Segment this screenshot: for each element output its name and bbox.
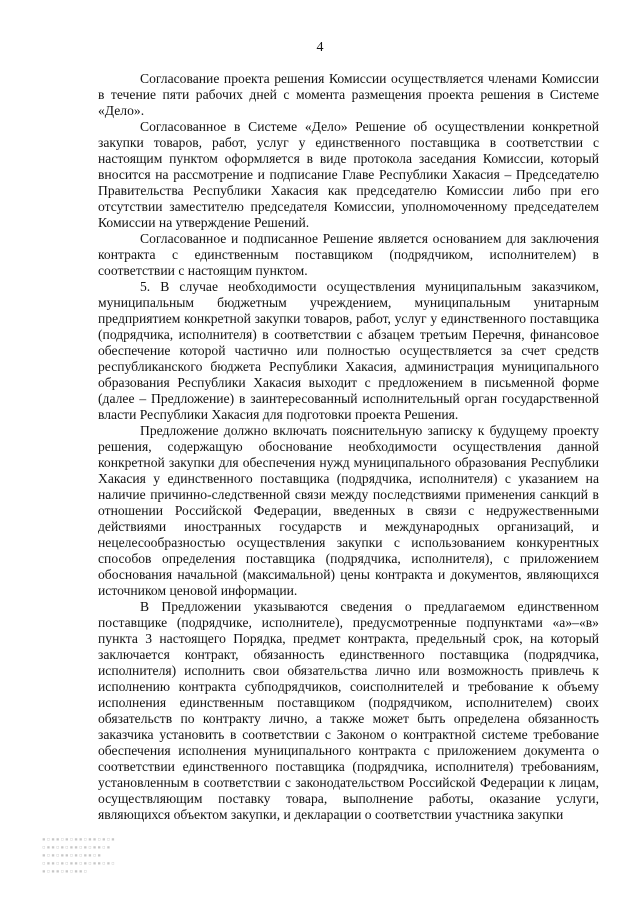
paragraph: Предложение должно включать пояснительную записку к будущему проекту решения, содержащую обоснование необходимости осуществления данной конкретной закупки для обеспечения нужд муниципального образования Республики Хакасия у единственного поставщика (подрядчика, исполнителя) с указанием на наличие причинно-следственной связи между последствиями применения санкций в отношении Российской Федерации, введенных в связи с недружественными действиями иностранных государств и международных организаций, и нецелесообразностью осуществления закупки с использованием конкурентных способов определения поставщика (подрядчика, исполнителя), с приложением обоснования начальной (максимальной) цены контракта и документов, являющихся источником ценовой информации. bbox=[98, 423, 599, 598]
paragraph: Согласование проекта решения Комиссии осуществляется членами Комиссии в течение пяти рабочих дней с момента размещения проекта решения в Системе «Дело». bbox=[98, 71, 599, 118]
document-body bbox=[98, 71, 599, 823]
page-number: 4 bbox=[316, 40, 324, 55]
faded-registration-stamp: ▪▫▪▪▫▪▫▪▪▫▪▪▫▪▫▪ ▫▪▪▫▪▫▪▪▫▪▫▪▪▫▪ ▪▫▪▫▪▪▫▪▫▪▪▫▪ ▫▪▪▫▪▫▪▪▫▪▫▪▪▫▪▫ ▪▫▪▪▫▪▫▪▪▫ bbox=[42, 836, 116, 875]
paragraph: В Предложении указываются сведения о предлагаемом единственном поставщике (подрядчике, исполнителе), предусмотренные подпунктами «а»–«в» пункта 3 настоящего Порядка, предмет контракта, предельный срок, на который заключается контракт, обязанность единственного поставщика (подрядчика, исполнителя) исполнить свои обязательства лично или возможность привлечь к исполнению контракта субподрядчиков, соисполнителей и требование к объему исполнения единственным поставщиком (подрядчиком, исполнителем) своих обязательств по контракту лично, а также может быть определена обязанность заказчика установить в соответствии с Законом о контрактной системе требование обеспечения исполнения муниципального контракта с приложением документа о соответствии единственного поставщика (подрядчика, исполнителя) требованиям, установленным в соответствии с законодательством Российской Федерации к лицам, осуществляющим поставку товара, выполнение работы, оказание услуги, являющихся объектом закупки, и декларации о соответствии участника закупки bbox=[98, 599, 599, 822]
paragraph: 5. В случае необходимости осуществления муниципальным заказчиком, муниципальным бюджетным учреждением, муниципальным унитарным предприятием конкретной закупки товаров, работ, услуг у единственного поставщика (подрядчика, исполнителя) в соответствии с абзацем третьим Перечня, финансовое обеспечение которой частично или полностью осуществляется за счет средств республиканского бюджета Республики Хакасия, администрация муниципального образования Республики Хакасия выходит с предложением в письменной форме (далее – Предложение) в заинтересованный исполнительный орган государственной власти Республики Хакасия для подготовки проекта Решения. bbox=[98, 279, 599, 422]
paragraph: Согласованное в Системе «Дело» Решение об осуществлении конкретной закупки товаров, работ, услуг у единственного поставщика в соответствии с настоящим пунктом оформляется в виде протокола заседания Комиссии, который вносится на рассмотрение и подписание Главе Республики Хакасия – Председателю Правительства Республики Хакасия как председателю Комиссии либо при его отсутствии заместителю председателя Комиссии, уполномоченному председателем Комиссии на утверждение Решений. bbox=[98, 119, 599, 230]
paragraph: Согласованное и подписанное Решение является основанием для заключения контракта с единственным поставщиком (подрядчиком, исполнителем) в соответствии с настоящим пунктом. bbox=[98, 231, 599, 278]
